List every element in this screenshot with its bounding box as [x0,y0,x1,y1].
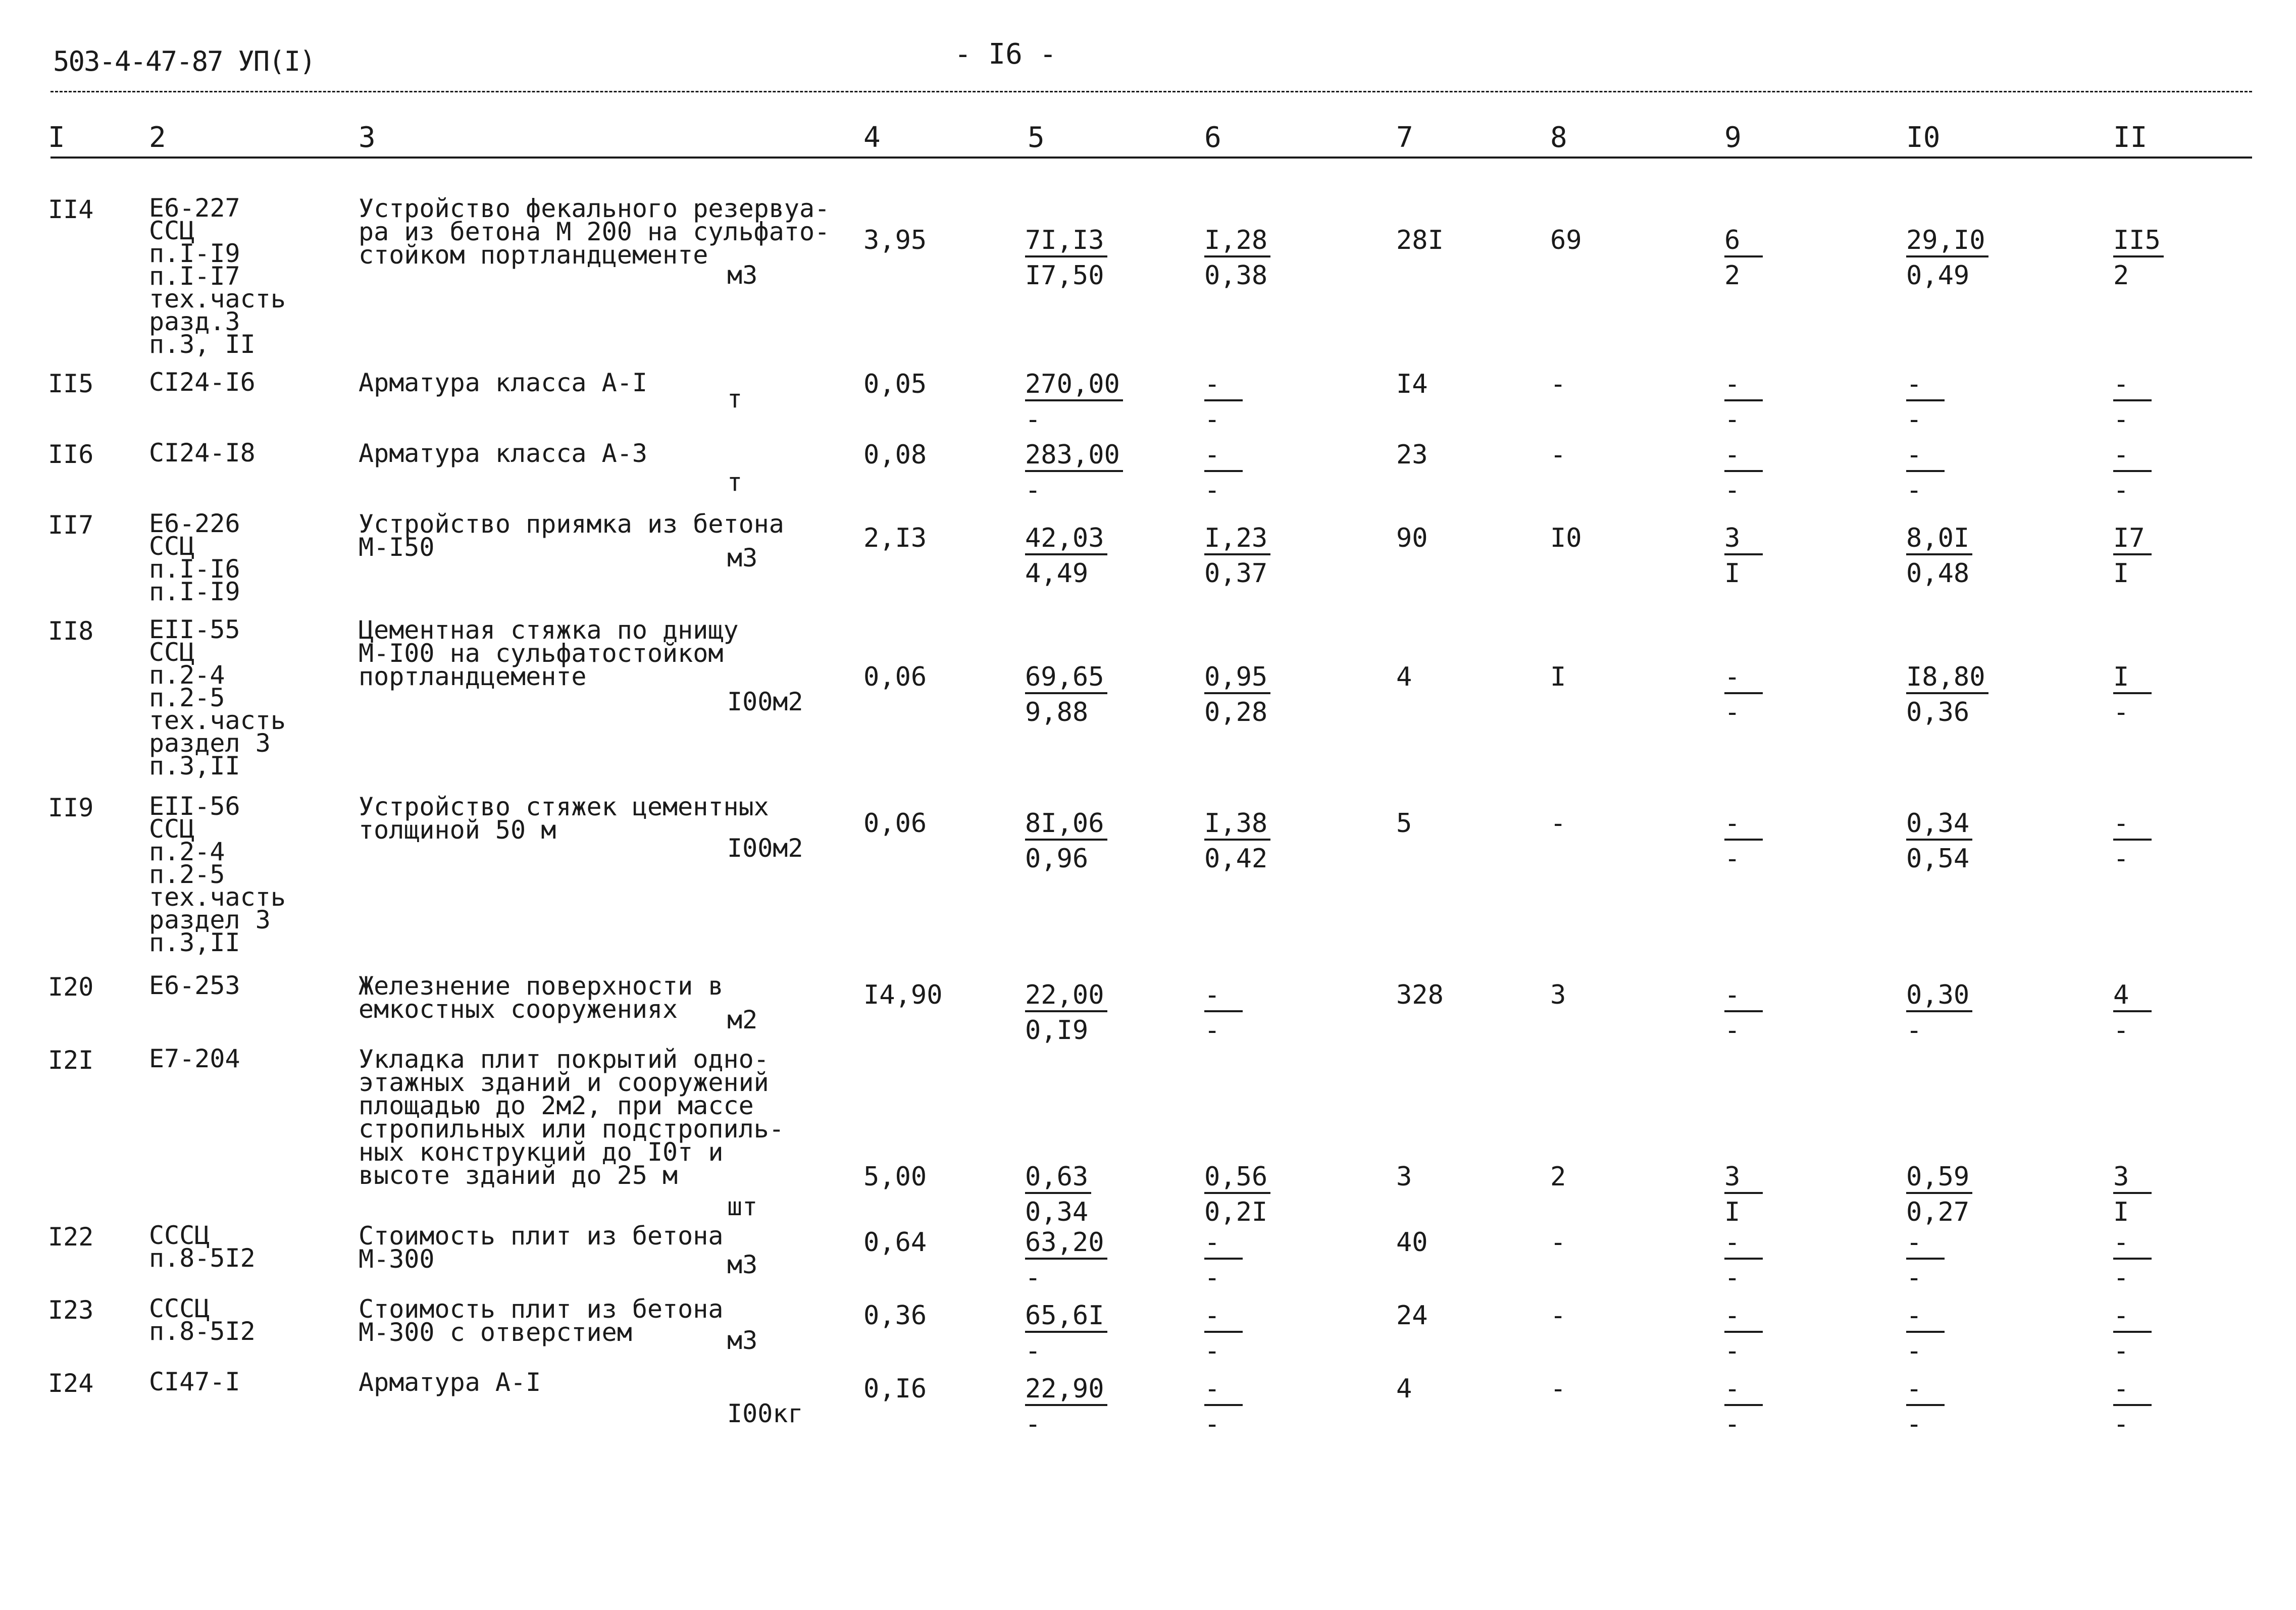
fraction-cell [1204,227,1270,289]
work-description: Цементная стяжка по днищу М-I00 на сульфатостойком портландцементе [359,615,739,691]
fraction-denominator: - [1906,1336,1922,1366]
column-header: 5 [1028,121,1045,154]
quantity: 5,00 [863,1162,927,1192]
col7-value: 23 [1396,440,1428,470]
fraction-cell [1724,525,1763,587]
fraction-cell [2113,1229,2152,1291]
column-header: 7 [1396,121,1413,154]
fraction-denominator: - [1724,404,1741,435]
col7-value: 90 [1396,523,1428,553]
col7-value: 3 [1396,1162,1412,1192]
row-number: I20 [48,972,94,1002]
fraction-numerator: - [1906,1376,1945,1406]
fraction-denominator: - [1724,697,1741,728]
fraction-cell [1204,1164,1270,1225]
unit: м3 [727,543,758,573]
fraction-cell [1906,810,1972,872]
fraction-denominator: 0,48 [1906,558,1970,589]
col8-value: - [1550,369,1566,399]
fraction-cell [2113,442,2152,503]
work-description: Железнение поверхности в емкостных сооружениях [359,971,724,1024]
fraction-cell [1025,1376,1107,1437]
fraction-numerator: 0,56 [1204,1164,1270,1194]
fraction-denominator: I [1724,558,1741,589]
fraction-denominator: 2 [2113,261,2129,291]
row-number: II8 [48,616,94,646]
fraction-cell [1724,810,1763,872]
fraction-cell [1025,525,1107,587]
unit: I00м2 [727,687,803,716]
fraction-denominator: - [1025,475,1041,505]
unit: м3 [727,1326,758,1355]
fraction-numerator: 0,95 [1204,664,1270,694]
fraction-cell [1204,1229,1243,1291]
fraction-cell [1025,1229,1107,1291]
fraction-cell [1906,1376,1945,1437]
norm-codes: СI24-I8 [149,438,256,468]
fraction-denominator: - [1906,475,1922,505]
fraction-numerator: 8,0I [1906,525,1972,555]
fraction-denominator: - [1906,404,1922,435]
fraction-cell [1204,1376,1243,1437]
fraction-denominator: 0,38 [1204,261,1268,291]
fraction-denominator: - [1724,475,1741,505]
column-header: 6 [1204,121,1221,154]
col8-value: I [1550,662,1566,692]
norm-codes: ЕII-55 ССЦ п.2-4 п.2-5 тех.часть раздел 3 п.3,II [149,615,286,781]
fraction-denominator: - [1204,1263,1220,1293]
fraction-denominator: - [2113,1015,2129,1046]
fraction-numerator: - [2113,1376,2152,1406]
quantity: 0,I6 [863,1374,927,1404]
fraction-cell [1025,1164,1091,1225]
col8-value: - [1550,1301,1566,1331]
fraction-cell [1204,525,1270,587]
fraction-numerator: 6 [1724,227,1763,257]
column-header: 2 [149,121,166,154]
fraction-numerator: I,38 [1204,810,1270,841]
fraction-cell [2113,982,2152,1044]
fraction-numerator: 22,90 [1025,1376,1107,1406]
fraction-denominator: - [1906,1263,1922,1293]
fraction-numerator: - [1204,371,1243,401]
fraction-denominator: 0,2I [1204,1197,1268,1227]
fraction-denominator: 0,42 [1204,844,1268,874]
fraction-numerator: - [1906,1229,1945,1260]
work-description: Устройство приямка из бетона М-I50 [359,509,784,562]
fraction-denominator: - [1204,1409,1220,1439]
quantity: 0,08 [863,440,927,470]
fraction-denominator: - [1724,1336,1741,1366]
unit: м3 [727,1250,758,1279]
quantity: 0,06 [863,808,927,839]
fraction-cell [2113,1376,2152,1437]
fraction-denominator: 0,I9 [1025,1015,1089,1046]
row-number: II9 [48,793,94,822]
fraction-denominator: - [1204,1015,1220,1046]
fraction-numerator: 7I,I3 [1025,227,1107,257]
fraction-denominator: - [2113,697,2129,728]
fraction-cell [1906,371,1945,433]
work-description: Стоимость плит из бетона М-300 [359,1221,724,1274]
fraction-cell [2113,525,2152,587]
column-header: 4 [863,121,881,154]
fraction-denominator: - [1204,475,1220,505]
fraction-numerator: 8I,06 [1025,810,1107,841]
fraction-numerator: - [1204,1376,1243,1406]
quantity: I4,90 [863,980,943,1010]
fraction-cell [1724,662,1763,728]
fraction-cell [2113,1303,2152,1364]
fraction-denominator: I [1724,1197,1741,1227]
document-code: 503-4-47-87 УП(I) [53,45,315,77]
fraction-numerator: - [1724,442,1763,472]
fraction-denominator: - [1204,404,1220,435]
col7-value: 28I [1396,225,1444,255]
fraction-denominator: 0,49 [1906,261,1970,291]
norm-codes: Е6-227 ССЦ п.I-I9 п.I-I7 тех.часть разд.3 п.3, II [149,193,286,359]
fraction-cell [1724,1229,1763,1291]
work-description: Арматура А-I [359,1368,541,1397]
fraction-cell [1025,810,1107,872]
fraction-cell [1724,1164,1763,1225]
fraction-cell [2113,1164,2152,1225]
row-number: I2I [48,1046,94,1075]
fraction-cell [1906,227,1988,289]
quantity: 0,64 [863,1227,927,1258]
fraction-numerator: - [1724,371,1763,401]
fraction-cell [1204,442,1243,503]
fraction-cell [1724,1376,1763,1437]
col7-value: 24 [1396,1301,1428,1331]
fraction-numerator: - [1906,371,1945,401]
fraction-cell [1724,371,1763,433]
row-number: II4 [48,195,94,224]
quantity: 0,06 [863,662,927,692]
fraction-numerator: - [2113,1229,2152,1260]
fraction-denominator: - [1025,1409,1041,1439]
fraction-cell [1906,525,1972,587]
col8-value: 3 [1550,980,1566,1010]
norm-codes: СССЦ п.8-5I2 [149,1221,256,1273]
column-header: 8 [1550,121,1567,154]
fraction-numerator: - [1204,442,1243,472]
fraction-numerator: - [1724,1376,1763,1406]
fraction-cell [1204,810,1270,872]
fraction-numerator: 0,30 [1906,982,1972,1012]
fraction-denominator: - [1724,844,1741,874]
fraction-numerator: - [1204,982,1243,1012]
fraction-cell [1025,442,1123,503]
fraction-numerator: 283,00 [1025,442,1123,472]
col7-value: 4 [1396,662,1412,692]
column-header: 9 [1724,121,1742,154]
fraction-numerator: 69,65 [1025,664,1107,694]
norm-codes: СI47-I [149,1367,240,1396]
fraction-denominator: - [2113,404,2129,435]
quantity: 2,I3 [863,523,927,553]
fraction-denominator: 2 [1724,261,1741,291]
fraction-numerator: 65,6I [1025,1303,1107,1333]
column-header: I0 [1906,121,1941,154]
column-header: 3 [359,121,376,154]
work-description: Устройство фекального резервуа- ра из бетона М 200 на сульфато- стойком портландцементе [359,194,830,270]
fraction-cell [1906,1303,1945,1364]
fraction-cell [1025,371,1123,433]
unit: шт [727,1192,758,1221]
fraction-cell [2113,371,2152,433]
fraction-numerator: - [2113,371,2152,401]
norm-codes: СI24-I6 [149,368,256,397]
col8-value: - [1550,808,1566,839]
col7-value: 328 [1396,980,1444,1010]
fraction-denominator: 0,28 [1204,697,1268,728]
fraction-cell [1204,371,1243,433]
fraction-cell [1025,1303,1107,1364]
row-number: II5 [48,369,94,398]
col8-value: - [1550,1374,1566,1404]
fraction-denominator: I [2113,558,2129,589]
fraction-numerator: - [1906,1303,1945,1333]
fraction-numerator: I,23 [1204,525,1270,555]
fraction-denominator: 4,49 [1025,558,1089,589]
fraction-numerator: - [1906,442,1945,472]
column-header: I [48,121,65,154]
fraction-numerator: - [1724,810,1763,841]
unit: м3 [727,261,758,290]
norm-codes: ЕII-56 ССЦ п.2-4 п.2-5 тех.часть раздел 3 п.3,II [149,792,286,957]
fraction-denominator: 0,34 [1025,1197,1089,1227]
fraction-numerator: - [1724,664,1763,694]
fraction-cell [1204,982,1243,1044]
fraction-denominator: - [2113,475,2129,505]
row-number: II7 [48,510,94,540]
fraction-cell [1025,982,1107,1044]
fraction-numerator: 29,I0 [1906,227,1988,257]
fraction-cell [1724,1303,1763,1364]
fraction-numerator: I7 [2113,525,2152,555]
fraction-cell [2113,810,2152,872]
fraction-numerator: 270,00 [1025,371,1123,401]
fraction-numerator: - [2113,442,2152,472]
fraction-denominator: - [1204,1336,1220,1366]
col7-value: 40 [1396,1227,1428,1258]
fraction-denominator: - [2113,844,2129,874]
fraction-numerator: 3 [2113,1164,2152,1194]
fraction-numerator: - [1724,1229,1763,1260]
row-number: I23 [48,1295,94,1325]
fraction-cell [1724,227,1763,289]
unit: м2 [727,1005,758,1034]
fraction-denominator: - [1724,1263,1741,1293]
work-description: Устройство стяжек цементных толщиной 50 м [359,792,769,845]
fraction-denominator: 0,96 [1025,844,1089,874]
fraction-denominator: - [1724,1409,1741,1439]
col7-value: 5 [1396,808,1412,839]
fraction-numerator: I [2113,664,2152,694]
fraction-numerator: - [1724,982,1763,1012]
fraction-denominator: - [1906,1409,1922,1439]
fraction-denominator: - [1724,1015,1741,1046]
col8-value: - [1550,1227,1566,1258]
col7-value: I4 [1396,369,1428,399]
norm-codes: Е6-253 [149,971,240,1000]
fraction-numerator: II5 [2113,227,2164,257]
unit: I00кг [727,1399,803,1428]
fraction-cell [2113,227,2164,289]
fraction-numerator: - [2113,1303,2152,1333]
col8-value: - [1550,440,1566,470]
fraction-cell [1906,442,1945,503]
top-rule [50,91,2252,92]
fraction-cell [1906,662,1988,728]
page-number: - I6 - [954,38,1057,71]
fraction-denominator: I [2113,1197,2129,1227]
fraction-numerator: 0,59 [1906,1164,1972,1194]
norm-codes: Е6-226 ССЦ п.I-I6 п.I-I9 [149,509,240,606]
work-description: Стоимость плит из бетона М-300 с отверстием [359,1294,724,1347]
fraction-numerator: - [1204,1303,1243,1333]
unit: т [727,468,743,497]
fraction-numerator: I8,80 [1906,664,1988,694]
fraction-cell [1906,982,1972,1044]
fraction-numerator: 22,00 [1025,982,1107,1012]
fraction-denominator: 0,54 [1906,844,1970,874]
fraction-numerator: 0,63 [1025,1164,1091,1194]
col8-value: 2 [1550,1162,1566,1192]
fraction-cell [1724,982,1763,1044]
fraction-denominator: - [2113,1409,2129,1439]
header-rule [50,157,2252,159]
work-description: Арматура класса А-3 [359,439,647,468]
work-description: Арматура класса А-I [359,368,647,397]
fraction-numerator: - [2113,810,2152,841]
quantity: 3,95 [863,225,927,255]
norm-codes: СССЦ п.8-5I2 [149,1294,256,1346]
norm-codes: Е7-204 [149,1044,240,1073]
row-number: I22 [48,1222,94,1252]
row-number: II6 [48,440,94,469]
fraction-numerator: 63,20 [1025,1229,1107,1260]
fraction-denominator: - [2113,1263,2129,1293]
unit: I00м2 [727,834,803,863]
fraction-denominator: 0,37 [1204,558,1268,589]
fraction-denominator: - [1025,1263,1041,1293]
fraction-cell [1204,1303,1243,1364]
fraction-denominator: - [2113,1336,2129,1366]
column-header: II [2113,121,2148,154]
fraction-denominator: 0,27 [1906,1197,1970,1227]
fraction-denominator: - [1906,1015,1922,1046]
fraction-numerator: 3 [1724,525,1763,555]
fraction-denominator: - [1025,1336,1041,1366]
fraction-cell [1906,1229,1945,1291]
fraction-cell [1204,662,1270,728]
fraction-numerator: 0,34 [1906,810,1972,841]
fraction-numerator: - [1724,1303,1763,1333]
row-number: I24 [48,1369,94,1398]
quantity: 0,05 [863,369,927,399]
fraction-cell [1724,442,1763,503]
fraction-denominator: 9,88 [1025,697,1089,728]
fraction-denominator: 0,36 [1906,697,1970,728]
fraction-cell [1025,227,1107,289]
col8-value: I0 [1550,523,1582,553]
quantity: 0,36 [863,1301,927,1331]
fraction-denominator: I7,50 [1025,261,1104,291]
unit: т [727,384,743,413]
work-description: Укладка плит покрытий одно- этажных зданий и сооружений площадью до 2м2, при массе стропильных или подстропиль- ных конструкций до I0т и высоте зданий до 25 м [359,1045,784,1190]
fraction-numerator: 3 [1724,1164,1763,1194]
col7-value: 4 [1396,1374,1412,1404]
fraction-cell [1906,1164,1972,1225]
fraction-numerator: - [1204,1229,1243,1260]
fraction-numerator: 42,03 [1025,525,1107,555]
fraction-numerator: I,28 [1204,227,1270,257]
fraction-cell [1025,662,1107,728]
col8-value: 69 [1550,225,1582,255]
fraction-cell [2113,662,2152,728]
fraction-numerator: 4 [2113,982,2152,1012]
fraction-denominator: - [1025,404,1041,435]
